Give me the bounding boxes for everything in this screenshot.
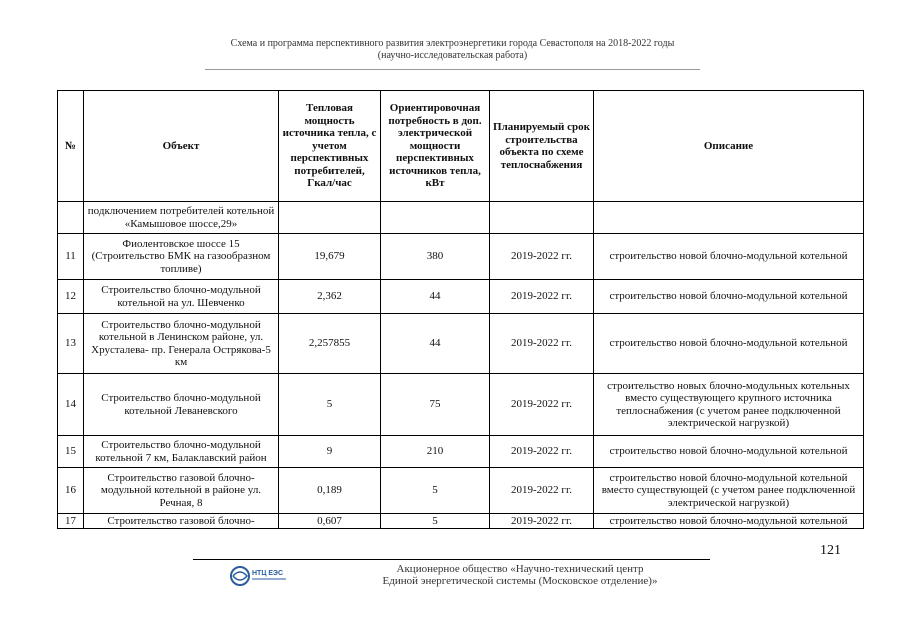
cell-heat: 2,257855 <box>279 314 381 374</box>
cell-desc: строительство новой блочно-модульной котельной <box>594 436 864 468</box>
cell-power: 44 <box>381 280 490 314</box>
cell-heat: 2,362 <box>279 280 381 314</box>
col-header-object: Объект <box>84 91 279 202</box>
cell-term: 2019-2022 гг. <box>490 374 594 436</box>
cell-term: 2019-2022 гг. <box>490 468 594 514</box>
cell-object: подключением потребителей котельной «Камышовое шоссе,29» <box>84 202 279 234</box>
cell-desc: строительство новой блочно-модульной котельной вместо существующей (с учетом ранее подключенной электрической нагрузкой) <box>594 468 864 514</box>
cell-term: 2019-2022 гг. <box>490 314 594 374</box>
cell-term: 2019-2022 гг. <box>490 514 594 529</box>
cell-object: Строительство газовой блочно- <box>84 514 279 529</box>
document-header <box>0 38 905 62</box>
cell-desc: строительство новой блочно-модульной котельной <box>594 514 864 529</box>
cell-num: 12 <box>58 280 84 314</box>
cell-num: 11 <box>58 234 84 280</box>
table-row <box>58 436 864 468</box>
cell-term: 2019-2022 гг. <box>490 234 594 280</box>
cell-power: 5 <box>381 468 490 514</box>
cell-desc: строительство новой блочно-модульной котельной <box>594 314 864 374</box>
col-header-term: Планируемый срок строительства объекта по схеме теплоснабжения <box>490 91 594 202</box>
company-logo <box>228 564 288 588</box>
header-title: Схема и программа перспективного развития электроэнергетики города Севастополя на 2018-2022 годы <box>230 38 675 49</box>
header-subtitle: (научно-исследовательская работа) <box>377 50 528 61</box>
footer-org-line1: Акционерное общество «Научно-технический центр <box>396 563 644 575</box>
cell-term: 2019-2022 гг. <box>490 436 594 468</box>
footer-divider <box>193 559 710 560</box>
cell-object: Строительство блочно-модульной котельной Леваневского <box>84 374 279 436</box>
col-header-num: № <box>58 91 84 202</box>
cell-power <box>381 202 490 234</box>
cell-heat: 9 <box>279 436 381 468</box>
cell-power: 380 <box>381 234 490 280</box>
cell-num: 15 <box>58 436 84 468</box>
table-row <box>58 468 864 514</box>
cell-power: 210 <box>381 436 490 468</box>
cell-term <box>490 202 594 234</box>
col-header-desc: Описание <box>594 91 864 202</box>
logo-mark-icon <box>228 564 288 588</box>
cell-desc <box>594 202 864 234</box>
header-divider <box>205 69 700 70</box>
cell-num: 16 <box>58 468 84 514</box>
cell-desc: строительство новых блочно-модульных котельных вместо существующего крупного источника теплоснабжения (с учетом ранее подключенной электрической нагрузкой) <box>594 374 864 436</box>
cell-num: 17 <box>58 514 84 529</box>
table-row <box>58 202 864 234</box>
cell-object: Строительство блочно-модульной котельной 7 км, Балаклавский район <box>84 436 279 468</box>
cell-heat: 0,189 <box>279 468 381 514</box>
cell-desc: строительство новой блочно-модульной котельной <box>594 234 864 280</box>
svg-text:НТЦ ЕЭС: НТЦ ЕЭС <box>252 570 284 577</box>
cell-object: Фиолентовское шоссе 15 (Строительство БМК на газообразном топливе) <box>84 234 279 280</box>
cell-num: 13 <box>58 314 84 374</box>
cell-heat: 19,679 <box>279 234 381 280</box>
col-header-heat: Тепловая мощность источника тепла, с учетом перспективных потребителей, Гкал/час <box>279 91 381 202</box>
table-row <box>58 314 864 374</box>
cell-num <box>58 202 84 234</box>
cell-power: 75 <box>381 374 490 436</box>
data-table <box>57 90 864 529</box>
cell-object: Строительство блочно-модульной котельной на ул. Шевченко <box>84 280 279 314</box>
cell-term: 2019-2022 гг. <box>490 280 594 314</box>
cell-power: 44 <box>381 314 490 374</box>
cell-object: Строительство газовой блочно-модульной котельной в районе ул. Речная, 8 <box>84 468 279 514</box>
cell-num: 14 <box>58 374 84 436</box>
cell-object: Строительство блочно-модульной котельной в Ленинском районе, ул. Хрусталева- пр. Генерала Острякова-5 км <box>84 314 279 374</box>
cell-heat <box>279 202 381 234</box>
col-header-power: Ориентировочная потребность в доп. электрической мощности перспективных источников тепла, кВт <box>381 91 490 202</box>
cell-desc: строительство новой блочно-модульной котельной <box>594 280 864 314</box>
cell-heat: 0,607 <box>279 514 381 529</box>
table-row <box>58 514 864 529</box>
page-number: 121 <box>820 543 841 558</box>
table-row <box>58 374 864 436</box>
footer-organization <box>330 563 710 587</box>
cell-power: 5 <box>381 514 490 529</box>
cell-heat: 5 <box>279 374 381 436</box>
table-row <box>58 280 864 314</box>
table-header-row <box>58 91 864 202</box>
table-row <box>58 234 864 280</box>
footer-org-line2: Единой энергетической системы (Московское отделение)» <box>382 575 658 587</box>
